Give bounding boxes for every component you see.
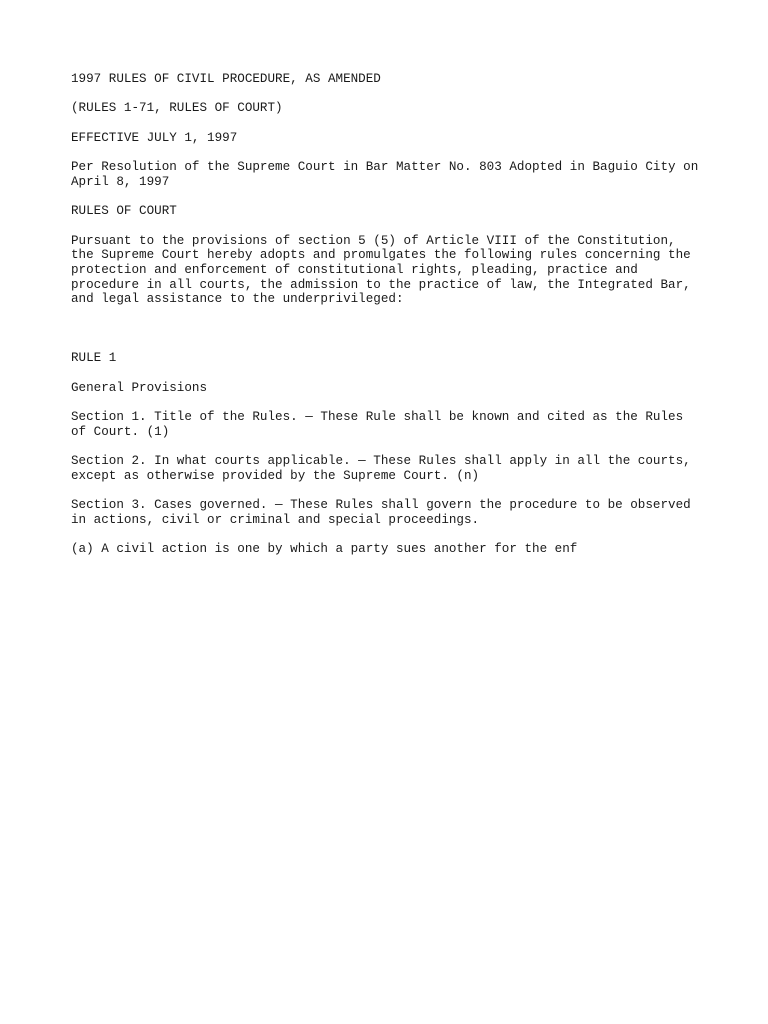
rules-heading: RULES OF COURT bbox=[71, 204, 177, 219]
resolution-note: Per Resolution of the Supreme Court in Bar Matter No. 803 Adopted in Baguio City on April 8, 1997 bbox=[71, 160, 699, 189]
document-title: 1997 RULES OF CIVIL PROCEDURE, AS AMENDED bbox=[71, 72, 381, 86]
section-spacer bbox=[71, 322, 711, 351]
rule-title: General Provisions bbox=[71, 380, 208, 395]
document-subtitle: (RULES 1-71, RULES OF COURT) bbox=[71, 101, 283, 116]
effective-date: EFFECTIVE JULY 1, 1997 bbox=[71, 130, 238, 145]
section-1-paragraph: Section 1. Title of the Rules. — These Rule shall be known and cited as the Rules of Court. (1) bbox=[71, 410, 684, 439]
section-2-paragraph: Section 2. In what courts applicable. — These Rules shall apply in all the courts, except as otherwise provided by the Supreme Court. (n) bbox=[71, 454, 691, 483]
rule-number: RULE 1 bbox=[71, 351, 117, 366]
document-page bbox=[71, 72, 711, 572]
preamble-paragraph: Pursuant to the provisions of section 5 (5) of Article VIII of the Constitution, the Supreme Court hereby adopts and promulgates the following rules concerning the protection and enforcement of constitutional rights, pleading, practice and procedure in all courts, the admission to the practice of law, the Integrated Bar, and legal assistance to the underprivileged: bbox=[71, 233, 691, 307]
section-3-paragraph: Section 3. Cases governed. — These Rules shall govern the procedure to be observed in actions, civil or criminal and special proceedings. bbox=[71, 498, 691, 527]
clause-a-paragraph: (a) A civil action is one by which a party sues another for the enf bbox=[71, 542, 578, 557]
